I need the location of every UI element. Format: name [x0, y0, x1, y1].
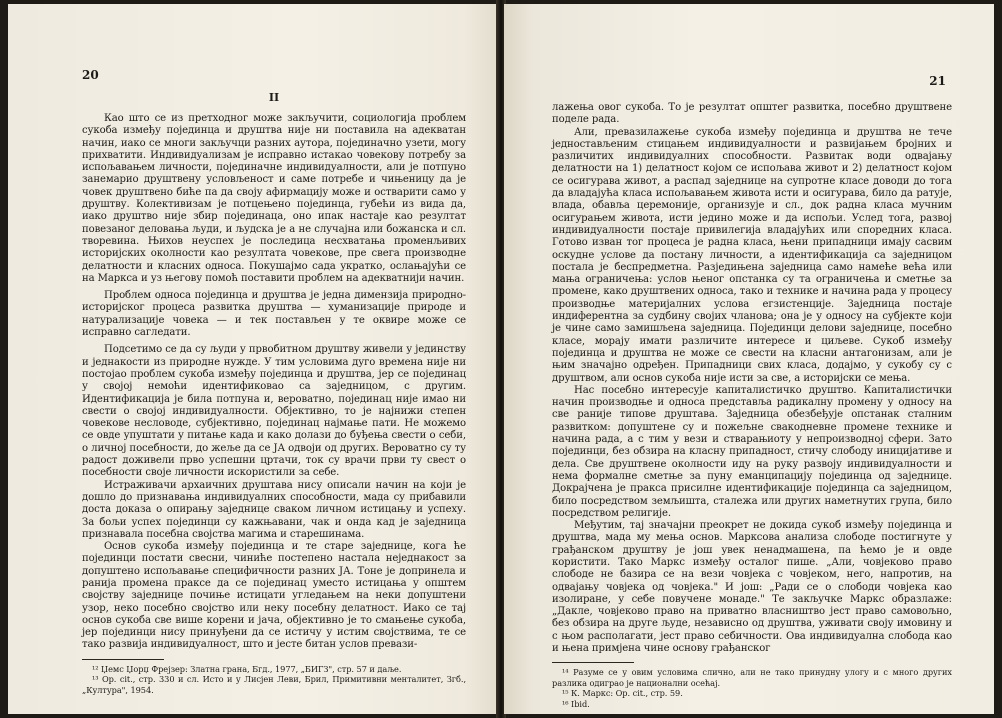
paragraph: Међутим, тај значајни преокрет не докида сукоб између појединца и друштва, мада му мења основ. Марксова анализа слободе постигнуте у грађанском друштву је још увек ненадмашена, па ћемо је и овде користити. Тако Маркс између осталог пише. „Али, човјеково право слободе не базира се на вези човјека с човјеком, него, напротив, на одвајању човјека од човјека." И још: „Ради се о слободи човјека као изолиране, у себе повучене монаде." Те закључке Маркс образлаже: „Дакле, човјеково право на приватно власништво јест право самовољно, без обзира на друге људе, независно од друштва, уживати своју имовину и с њом располагати, јест право себичности. Ова индивидуална слобода као и њена примјена чине основу грађанског [552, 520, 952, 655]
paragraph: лажења овог сукоба. То је резултат општег развитка, посебно друштвене поделе рада. [552, 102, 952, 126]
paragraph: Нас посебно интересује капиталистичко друштво. Капиталистички начин производње и односа представља радикалну промену у односу на све раније типове друштава. Заједница обезбеђује опстанак сталним развитком: допуштене су и пожељне свакодневне промене технике и начина рада, а с тим у вези и стварањиоту у непроизводној сфери. Зато појединци, без обзира на класну припадност, стичу слободу иницијативе и дела. Све друштвене околности иду на руку развоју индивидуалности и нема формалне сметње за пуну еманципацију појединца од заједнице. Докрајчена је пракса присилне идентификације појединца са заједницом, било посредством земљишта, сталежа или других наметнутих група, било посредством религије. [552, 384, 952, 519]
footnote: ¹³ Op. cit., стр. 330 и сл. Исто и у Лисјен Леви, Брил, Примитивни менталитет, Згб., „Култура", 1954. [82, 674, 466, 695]
footnote-divider [82, 659, 164, 660]
right-page [504, 4, 994, 714]
paragraph: Подсетимо се да су људи у првобитном друштву живели у јединству и једнакости из природне нужде. У тим условима дуго времена није ни постојао проблем сукоба између појединца и друштва, јер се појединац у својој немоћи идентификовао са заједницом, с другим. Идентификација је била потпуна и, вероватно, појединац није имао ни свести о својој индивидуалности. Објективно, то је најнижи степен човекове несловоде, субјективно, појединац најмање пати. Не можемо се овде упуштати у питање када и како долази до буђења свести о себи, о личној посебности, до жеље да се ЈА одвоји од других. Вероватно су ту радост доживели прво успешни цртачи, ток су врачи први ту свест о посебности своје личности искористили за себе. [82, 344, 466, 479]
paragraph: Проблем односа појединца и друштва је једна димензија природно-историјског процеса развитка друштва — хуманизације природе и натурализације човека — и тек постављен у те оквире може се исправно сагледати. [82, 290, 466, 339]
footnote-divider [552, 662, 634, 663]
footnote: ¹⁴ Разуме се у овим условима слично, али не тако принудну улогу и с много других разлика одиграо је национални осећај. [552, 667, 952, 688]
paragraph: Као што се из претходног може закључити, социологија проблем сукоба између појединца и друштва није ни поставила на адекватан начин, иако се многи закључци разних аутора, појединачно узети, могу прихватити. Индивидуализам је исправно истакао човекову потребу за испољавањем личности, појединачне индивидуалности, али је потпуно занемарио друштвену условљеност и саме потребе и чињеницу да је човек друштвено биће па да своју афирмацију може и остварити само у друштву. Колективизам је потцењено појединца, губећи из вида да, иако друштво није збир појединаца, оно ипак настаје као резултат повезаног деловања људи, и људска је а не случајна или божанска и сл. творевина. Њихов неуспех је последица несхватања променљивих историјских околности као резултата човекове, пре свега производне делатности и класних односа. Покушајмо сада укратко, ослањајући се на Маркса и уз његову помоћ поставити проблем на адекватнији начин. [82, 113, 466, 284]
left-page [8, 4, 498, 714]
paragraph: Али, превазилажење сукоба између појединца и друштва не тече једностављеним стицањем индивидуалности и развијањем бројних и различитих индивидуалних способности. Развитак води одвајању делатности на 1) делатност којом се испољава живот и 2) делатност којом се осигурава живот, а распад заједнице на супротне класе доводи до тога да владајућа класа испољавањем живота исти и осигурава, било да ратује, влада, обавља церемоније, организује и сл., док радна класа мучним осигурањем живота, исти једино може и да испољи. Услед тога, развој индивидуалности постаје привилегија владајућих или споредних класа. Готово изван тог процеса је радна класа, њени припадници имају сасвим оскудне услове да постану личности, а идентификација са заједницом постала је беспредметна. Разједињена заједница само намеће већа или мања ограничења: услов њеног опстанка су та ограничења и сметње за промене, како друштвених односа, тако и технике и начина рада у процесу производње материјалних услова егзистенције. Заједница постаје индиферентна за судбину својих чланова; она је у односу на субјекте који је чине само замишљена заједница. Појединци делови заједнице, посебно класе, морају имати различите интересе и циљеве. Сукоб између појединца и друштва не може се свести на класни антагонизам, али је њим значајно одређен. Припадници свих класа, додајмо, у сукобу су с друштвом, али основ сукоба није исти за све, а историјски се мења. [552, 126, 952, 384]
text-column [82, 92, 466, 695]
paragraph: Истраживачи архаичних друштава нису описали начин на који је дошло до признавања индивидуалних способности, мада су прибавили доста доказа о опирању заједнице сваком личном истицању и успеху. За бољи успех појединци су кажњавани, чак и онда кад је заједница признавала посебна својства магима и старешинама. [82, 479, 466, 540]
footnote: ¹⁶ Ibid. [562, 698, 590, 709]
page-number: 20 [82, 68, 99, 82]
footnote: ¹² Џемс Џорџ Фрејзер: Златна грана, Бгд., 1977, „БИГЗ", стр. 57 и даље. [92, 663, 402, 674]
section-heading: II [268, 91, 280, 104]
paragraph: Основ сукоба између појединца и те старе заједнице, кога ће појединци постати свесни, чиниће постепено настала неједнакост за допуштено испољавање специфичности разних ЈА. Тоне је допринела и ранија промена праксе да се појединац уместо истицања у општем својству заједнице почиње истицати угледањем на неки допуштени узор, неко посебно својство или неку посебну делатност. Иако се тај основ сукоба све више корени и јача, објективно је то смањење сукоба, јер појединци нису принуђени да се истичу у истим својствима, те се тако развија индивидуалност, што и јесте битан услов превази- [82, 541, 466, 651]
page-number: 21 [929, 74, 946, 88]
text-column [552, 102, 952, 709]
footnote: ¹⁵ К. Маркс: Op. cit., стр. 59. [562, 688, 683, 699]
